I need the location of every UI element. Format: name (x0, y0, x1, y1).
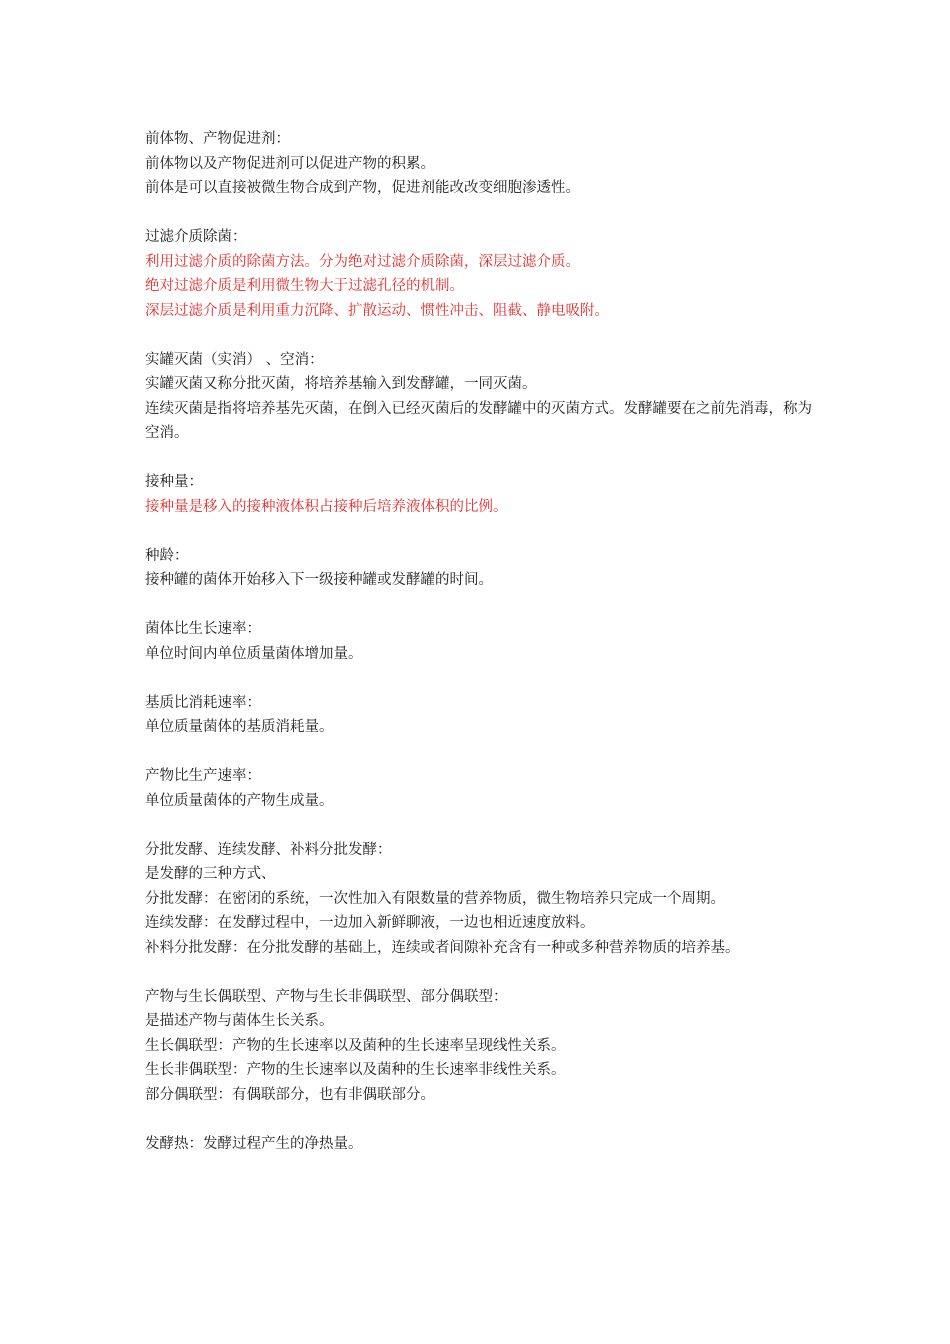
definition-section (145, 544, 813, 593)
definition-line: 利用过滤介质的除菌方法。分为绝对过滤介质除菌，深层过滤介质。 (145, 253, 580, 270)
definition-line: 接种罐的菌体开始移入下一级接种罐或发酵罐的时间。 (145, 572, 493, 588)
definition-line: 单位时间内单位质量菌体增加量。 (145, 645, 363, 662)
term-heading: 过滤介质除菌： (145, 229, 247, 245)
term-heading: 前体物、产物促进剂： (145, 131, 290, 147)
term-heading: 种龄： (145, 547, 189, 564)
definition-section (145, 838, 813, 961)
definition-line: 单位质量菌体的基质消耗量。 (145, 719, 334, 735)
term-heading: 基质比消耗速率： (145, 694, 261, 711)
definition-line: 补料分批发酵：在分批发酵的基础上，连续或者间隙补充含有一种或多种营养物质的培养基。 (145, 939, 740, 956)
definition-line: 连续发酵：在发酵过程中，一边加入新鲜聊液，一边也相近速度放料。 (145, 915, 595, 931)
term-heading: 发酵热：发酵过程产生的净热量。 (145, 1135, 363, 1152)
definition-line: 是发酵的三种方式、 (145, 866, 276, 882)
definition-section (145, 225, 813, 323)
definition-section (145, 691, 813, 740)
term-heading: 实罐灭菌（实消） 、空消： (145, 351, 324, 368)
definition-line: 生长非偶联型：产物的生长速率以及菌种的生长速率非线性关系。 (145, 1062, 566, 1078)
definition-section (145, 470, 813, 519)
definition-line: 绝对过滤介质是利用微生物大于过滤孔径的机制。 (145, 278, 464, 294)
term-heading: 分批发酵、连续发酵、补料分批发酵： (145, 841, 392, 858)
term-heading: 产物比生产速率： (145, 768, 261, 784)
document-body (145, 127, 813, 1181)
definition-section (145, 127, 813, 201)
definition-line: 单位质量菌体的产物生成量。 (145, 792, 334, 809)
definition-line: 深层过滤介质是利用重力沉降、扩散运动、惯性冲击、阻截、静电吸附。 (145, 302, 609, 319)
definition-line: 接种量是移入的接种液体积占接种后培养液体积的比例。 (145, 498, 508, 515)
definition-section (145, 348, 813, 446)
definition-section (145, 617, 813, 666)
definition-line: 是描述产物与菌体生长关系。 (145, 1013, 334, 1029)
definition-line: 连续灭菌是指将培养基先灭菌，在倒入已经灭菌后的发酵罐中的灭菌方式。发酵罐要在之前先消毒，称为空消。 (145, 400, 812, 441)
definition-line: 生长偶联型：产物的生长速率以及菌种的生长速率呈现线性关系。 (145, 1037, 566, 1054)
term-heading: 接种量： (145, 474, 203, 490)
definition-line: 前体是可以直接被微生物合成到产物，促进剂能改改变细胞渗透性。 (145, 180, 580, 196)
definition-section (145, 764, 813, 813)
definition-section (145, 985, 813, 1108)
term-heading: 产物与生长偶联型、产物与生长非偶联型、部分偶联型： (145, 988, 508, 1005)
definition-line: 实罐灭菌又称分批灭菌，将培养基输入到发酵罐，一同灭菌。 (145, 376, 537, 392)
definition-line: 前体物以及产物促进剂可以促进产物的积累。 (145, 155, 435, 172)
definition-line: 部分偶联型：有偶联部分，也有非偶联部分。 (145, 1086, 435, 1103)
term-heading: 菌体比生长速率： (145, 621, 261, 637)
definition-line: 分批发酵：在密闭的系统，一次性加入有限数量的营养物质，微生物培养只完成一个周期。 (145, 890, 725, 907)
definition-section (145, 1132, 813, 1157)
